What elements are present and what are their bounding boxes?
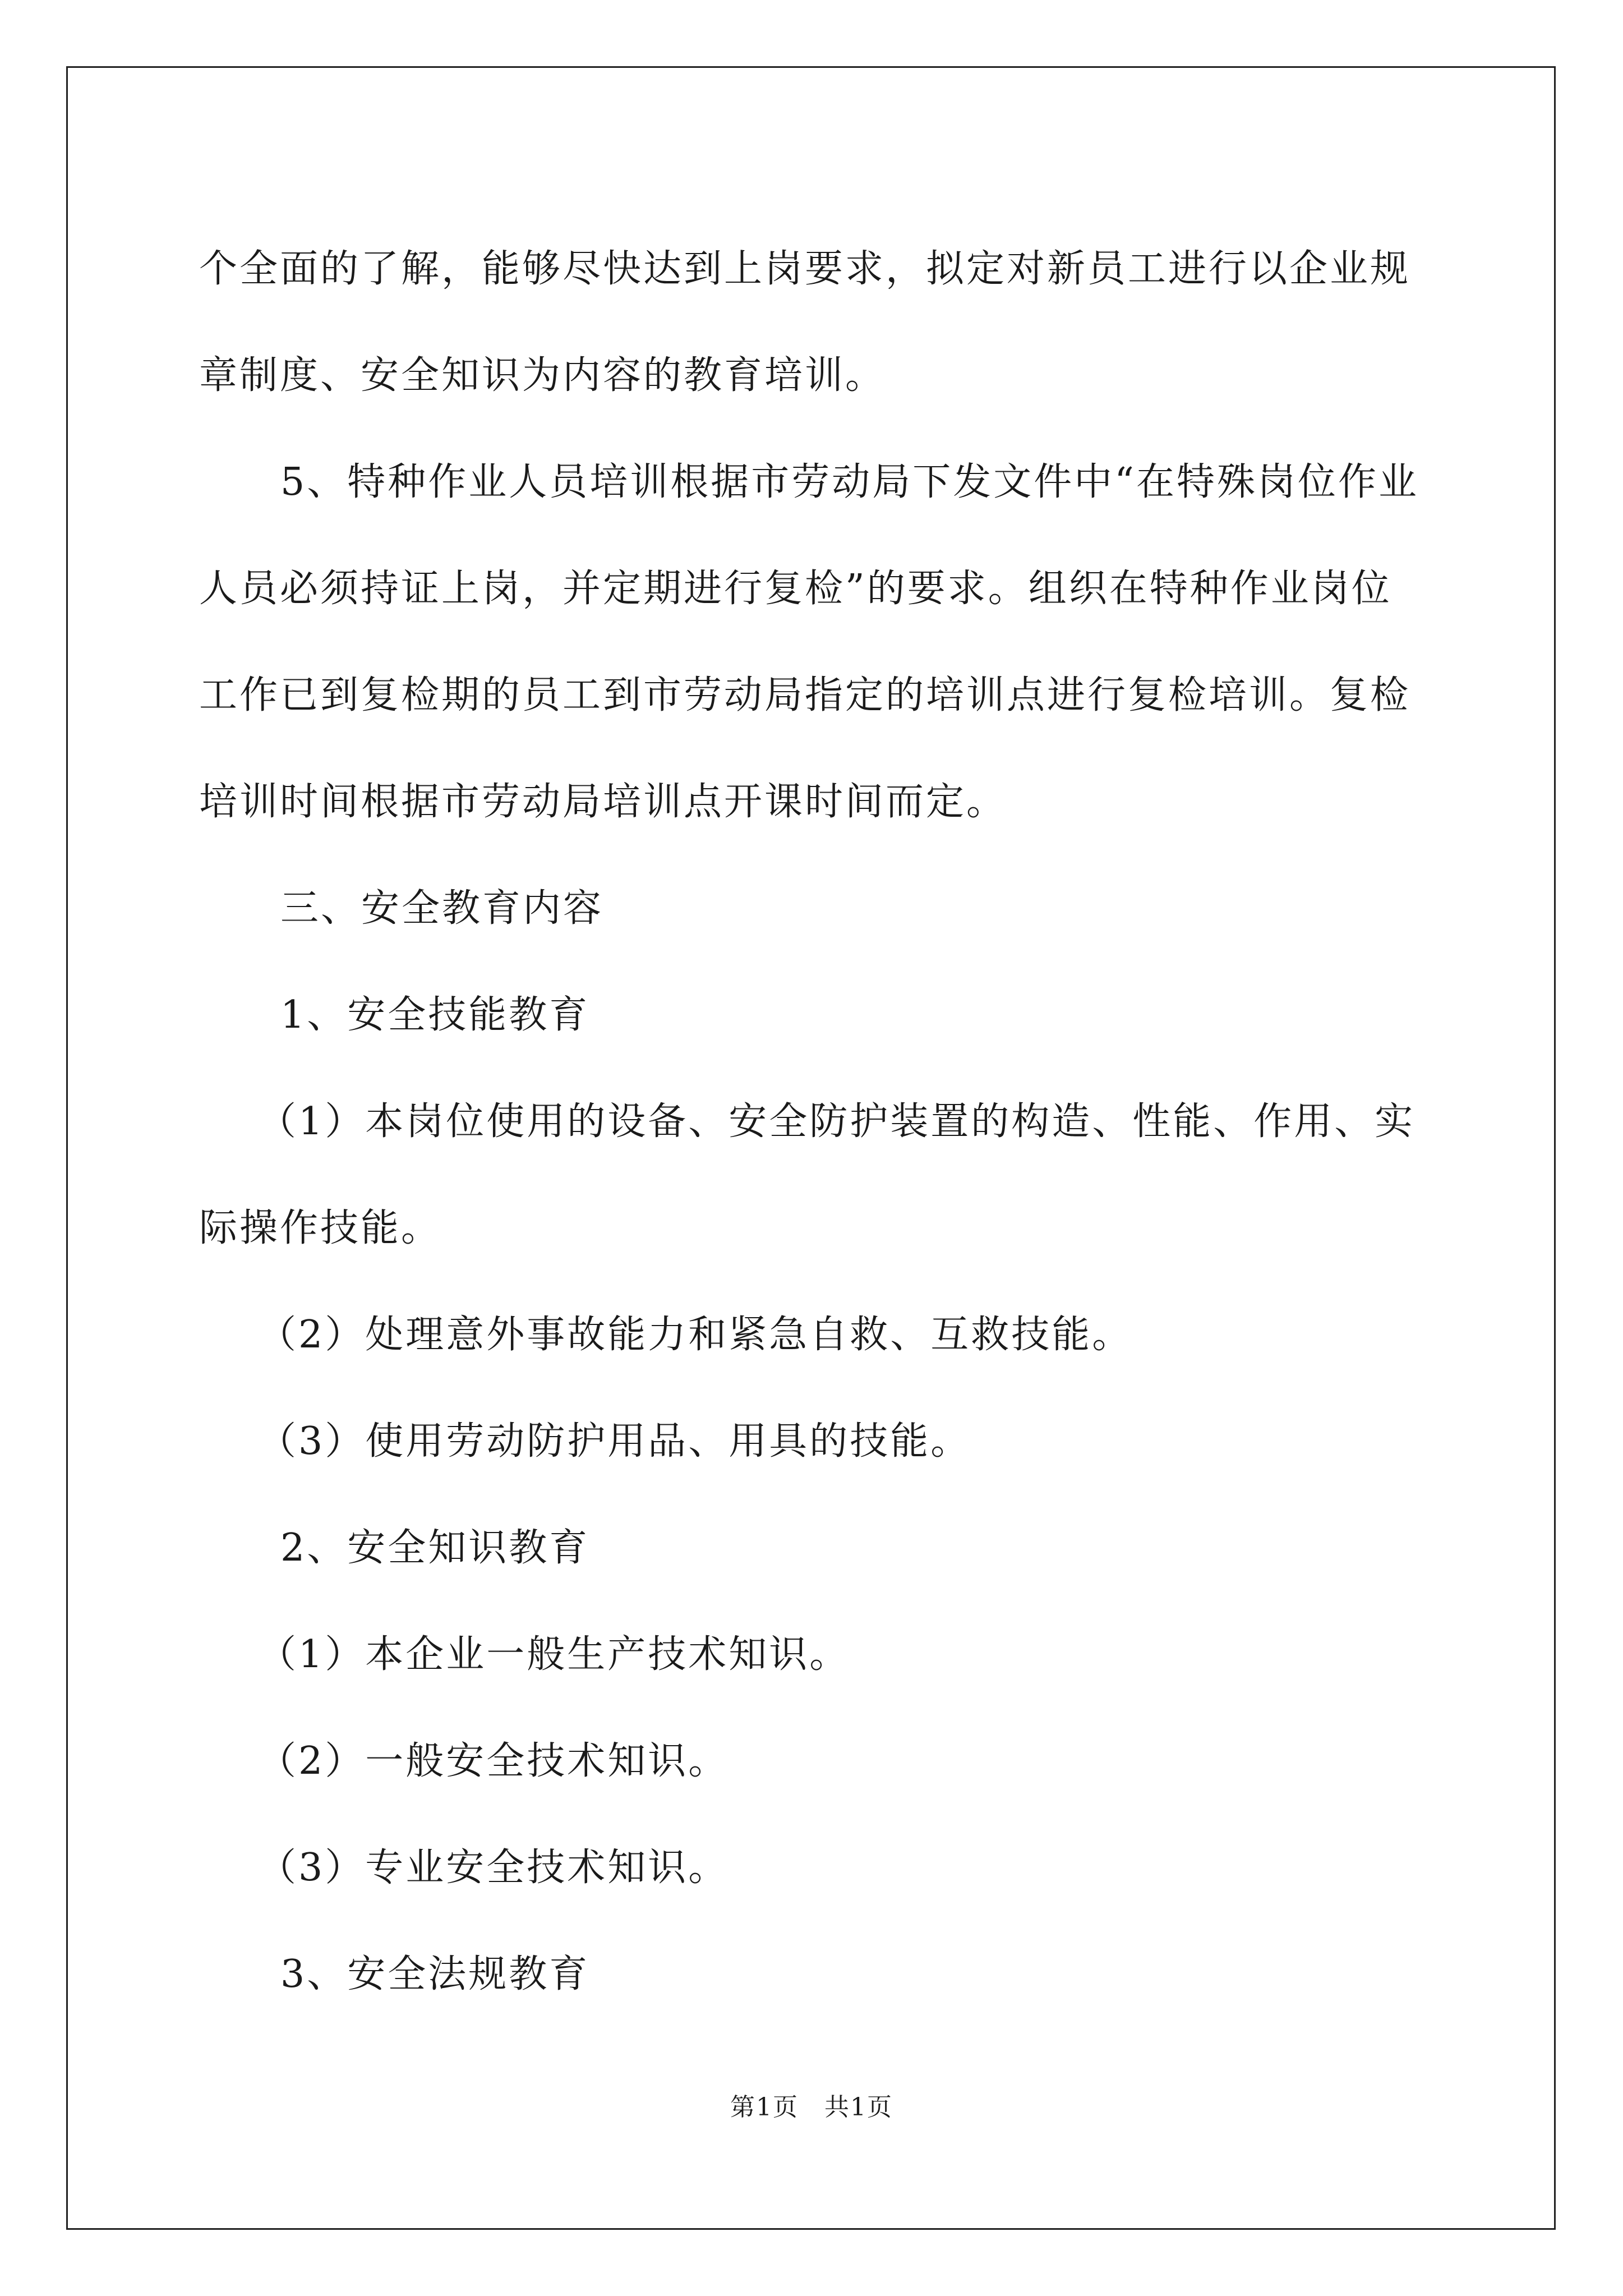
paragraph-5-line-4: 培训时间根据市劳动局培训点开课时间而定。	[199, 780, 1007, 824]
page-footer: 第1页 共1页	[730, 2093, 893, 2122]
body-line-1: 个全面的了解，能够尽快达到上岗要求，拟定对新员工进行以企业规	[199, 247, 1411, 291]
item-2-1: （1）本企业一般生产技术知识。	[258, 1632, 850, 1677]
item-1-3: （3）使用劳动防护用品、用具的技能。	[258, 1419, 971, 1464]
subheading-2: 2、安全知识教育	[280, 1526, 590, 1570]
subheading-3: 3、安全法规教育	[280, 1952, 590, 1996]
item-2-2: （2）一般安全技术知识。	[258, 1739, 729, 1783]
body-line-2: 章制度、安全知识为内容的教育培训。	[199, 353, 886, 398]
paragraph-5-line-3: 工作已到复检期的员工到市劳动局指定的培训点进行复检培训。复检	[199, 673, 1411, 717]
paragraph-5-line-2: 人员必须持证上岗，并定期进行复检”的要求。组织在特种作业岗位	[199, 567, 1392, 611]
item-1-1-line-2: 际操作技能。	[199, 1206, 442, 1250]
item-1-1-line-1: （1）本岗位使用的设备、安全防护装置的构造、性能、作用、实	[258, 1099, 1415, 1144]
subheading-1: 1、安全技能教育	[280, 993, 590, 1037]
paragraph-5-line-1: 5、特种作业人员培训根据市劳动局下发文件中“在特殊岗位作业	[280, 460, 1419, 504]
document-body	[199, 216, 1427, 2028]
section-heading-3: 三、安全教育内容	[280, 886, 604, 931]
item-1-2: （2）处理意外事故能力和紧急自救、互救技能。	[258, 1313, 1133, 1357]
item-2-3: （3）专业安全技术知识。	[258, 1846, 729, 1890]
